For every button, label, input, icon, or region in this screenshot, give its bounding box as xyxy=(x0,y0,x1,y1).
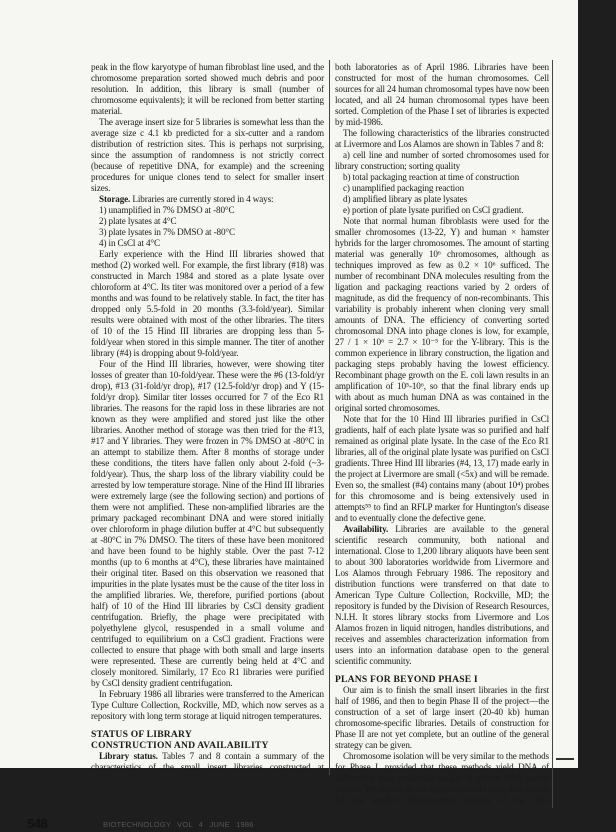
list-item: 2) plate lysates at 4°C xyxy=(99,216,177,226)
journal-footer: BIOTECHNOLOGY VOL 4 JUNE 1986 xyxy=(103,820,254,829)
paragraph-storage xyxy=(91,194,324,205)
paragraph: Four of the Hind III libraries, however, were showing titer losses of greater than 10-fold/year. These were the #6 (13-fold/yr drop), #13 (31-fold/yr drop), #17 (12.5-fold/yr drop) and Y (15-fold/yr drop). Similar titer losses occurred for 7 of the Eco R1 libraries. The reasons for the rapid loss in these libraries are not known as they were amplified and stored just like the other libraries. Another method of storage was then tried for the #13, #17 and Y libraries. They were frozen in 7% DMSO at -80°C in an attempt to stabilize them. After 8 months of storage under these conditions, the titers have fallen only about 2-fold (~3-fold/year). Thus, the sharp loss of the library viability could be arrested by low temperature storage. Nine of the Hind III libraries were extremely large (see the following section) and portions of them were not amplified. These non-amplified libraries are the primary packaged recombinant DNA and were stored initially over chloroform in phage dilution buffer at 4°C but subsequently at -80°C in 7% DMSO. The titers of these have been monitored and have been found to be highly stable. Over the past 7-12 months (up to 6 months at 4°C), these libraries have maintained their original titer. Based on this observation we reasoned that impurities in the plate lysates must be the cause of the titer loss in the amplified libraries. We, therefore, purified portions (about half) of 10 of the Hind III libraries by CsCl density gradient centrifugation. Briefly, the phage were precipitated with polyethylene glycol, resuspended in a small volume and centrifuged to equilibrium on a CsCl gradient. Fractions were collected to ensure that phage with both small and large inserts were represented. These are currently being held at 4°C and closely monitored. Similarly, 17 Eco R1 libraries were purified by CsCl density gradient centrifugation. xyxy=(91,359,324,688)
paragraph: Note that for the 10 Hind III libraries purified in CsCl gradients, half of each plate lysate was so purified and half remained as original plate lysate. In the case of the Eco R1 libraries, all of the original plate lysate was purified on CsCl gradients. Three Hind III libraries (#4, 13, 17) made early in the project at Livermore are small (<5x) and will be remade. Even so, the smallest (#4) contains many (about 10⁴) probes for this chromosome and is being extensively used in attempts⁵⁵ to find an RFLP marker for Huntington's disease and to eventually clone the defective gene. xyxy=(335,414,549,523)
page-number: 548 xyxy=(27,816,48,831)
paragraph: Chromosome isolation will be very similar to the methods for Phase I, provided that these methods yield DNA of sufficiently high molecular weight to permit DNA partial digests. We expect to use lymphoblastoid cells as a source for the smaller chromosomes because of the rela- xyxy=(335,751,549,805)
paragraph: peak in the flow karyotype of human fibroblast line used, and the chromosome preparation sorted showed much debris and poor resolution. In addition, this library is small (number of chromosome equivalents); it will be recloned from better starting material. xyxy=(91,62,324,116)
section-heading: PLANS FOR BEYOND PHASE I xyxy=(335,674,478,685)
column-rule xyxy=(552,60,553,808)
left-column xyxy=(91,62,324,773)
list-item: 4) in CsCl at 4°C xyxy=(99,238,160,248)
paragraph: Early experience with the Hind III libraries showed that method (2) worked well. For example, the first library (#18) was constructed in March 1984 and stored as a plate lysate over chloroform at 4°C. Its titer was monitored over a period of a few months and was found to be relatively stable. In fact, the titer has dropped only 5.5-fold in 20 months (3.3-fold/year). Similar results were obtained with most of the other libraries. The titers of 10 of the 15 Hind III libraries are dropping less than 5-fold/year when stored in this simple manner. The titer of another library (#4) is dropping about 9-fold/year. xyxy=(91,249,324,358)
paragraph-text: Libraries are currently stored in 4 ways: xyxy=(130,194,274,204)
list-item: 1) unamplified in 7% DMSO at -80°C xyxy=(99,205,235,215)
list-item: a) cell line and number of sorted chromosomes used for library construction; sorting quality xyxy=(335,150,549,171)
list-item: d) amplified library as plate lysates xyxy=(343,194,468,204)
paragraph: both laboratories as of April 1986. Libraries have been constructed for most of the human chromosomes. Cell sources for all 24 human chromosomal types have now been located, and all 24 human chromosomal types have been sorted. Completion of the Phase I set of libraries is expected by mid-1986. xyxy=(335,62,549,127)
paragraph: The following characteristics of the libraries constructed at Livermore and Los Alamos are shown in Tables 7 and 8: xyxy=(335,128,549,149)
paragraph: The average insert size for 5 libraries is somewhat less than the average size c 4.1 kb predicted for a six-cutter and a random distribution of restriction sites. This is perhaps not surprising, since the assumption of randomness is not strictly correct (because of repetitive DNA, for example) and the screening procedures for unique clones tend to select for smaller insert sizes. xyxy=(91,117,324,193)
paragraph-library-status xyxy=(91,751,324,773)
paragraph: Our aim is to finish the small insert libraries in the first half of 1986, and then to begin Phase II of the project—the construction of a set of large insert (20-40 kb) human chromosome-specific libraries. Details of construction for Phase II are not yet complete, but an outline of the general strategy can be given. xyxy=(335,685,549,750)
run-in-heading: Library status. xyxy=(99,751,158,761)
crop-mark xyxy=(556,758,574,760)
heading-line: STATUS OF LIBRARY xyxy=(91,729,192,740)
column-rule xyxy=(329,60,330,775)
heading-line: CONSTRUCTION AND AVAILABILITY xyxy=(91,740,269,751)
paragraph-text: Tables 7 and 8 contain a summary of the characteristics of the small insert libraries constructed at xyxy=(91,751,324,772)
right-column xyxy=(335,62,549,806)
list-item: 3) plate lysates in 7% DMSO at -80°C xyxy=(99,227,235,237)
section-heading xyxy=(91,729,324,751)
paragraph-availability xyxy=(335,524,549,667)
list-item: b) total packaging reaction at time of construction xyxy=(343,172,520,182)
paragraph: In February 1986 all libraries were transferred to the American Type Culture Collection, Rockville, MD, which now serves as a repository with long term storage at liquid nitrogen temperatures. xyxy=(91,689,324,721)
paragraph: Note that normal human fibroblasts were used for the smaller chromosomes (13-22, Y) and human × hamster hybrids for the larger chromosomes. The amount of starting material was generally 10⁶ chromosomes, although as techniques improved as few as 0.2 × 10⁶ sufficed. The number of recombinant DNA molecules resulting from the ligation and packaging reactions varied by 2 orders of magnitude, as did the frequency of non-recombinants. This variability is probably inherent when cloning very small amounts of DNA. The efficiency of converting sorted chromosomal DNA into phage clones is low, for example, 27 / 1 × 10⁶ = 2.7 × 10⁻⁵ for the Y-library. This is the common experience in library construction, the ligation and packaging steps probably having the lowest efficiency. Recombinant phage growth on the E. coli lawn results in an amplification of 10⁵-10⁶, so that the final library ends up with about as much human DNA as was contained in the original sorted chromosomes. xyxy=(335,216,549,413)
list-item: c) unamplified packaging reaction xyxy=(343,183,464,193)
run-in-heading: Availability. xyxy=(343,524,389,534)
run-in-heading: Storage. xyxy=(99,194,131,204)
paragraph-text: Libraries are available to the general scientific research community, both national and international. Close to 1,200 library aliquots have been sent to about 300 laboratories worldwide from Livermore and Los Alamos through February 1986. The repository and distribution functions were transferred on that date to American Type Culture Collection, Rockville, MD; the repository is funded by the Division of Research Resources, N.I.H. It stores library stocks from Livermore and Los Alamos frozen in liquid nitrogen, handles distributions, and receives and assembles characterization information from users into an information database open to the general scientific community. xyxy=(335,524,549,666)
list-item: e) portion of plate lysate purified on CsCl gradient. xyxy=(343,205,524,215)
